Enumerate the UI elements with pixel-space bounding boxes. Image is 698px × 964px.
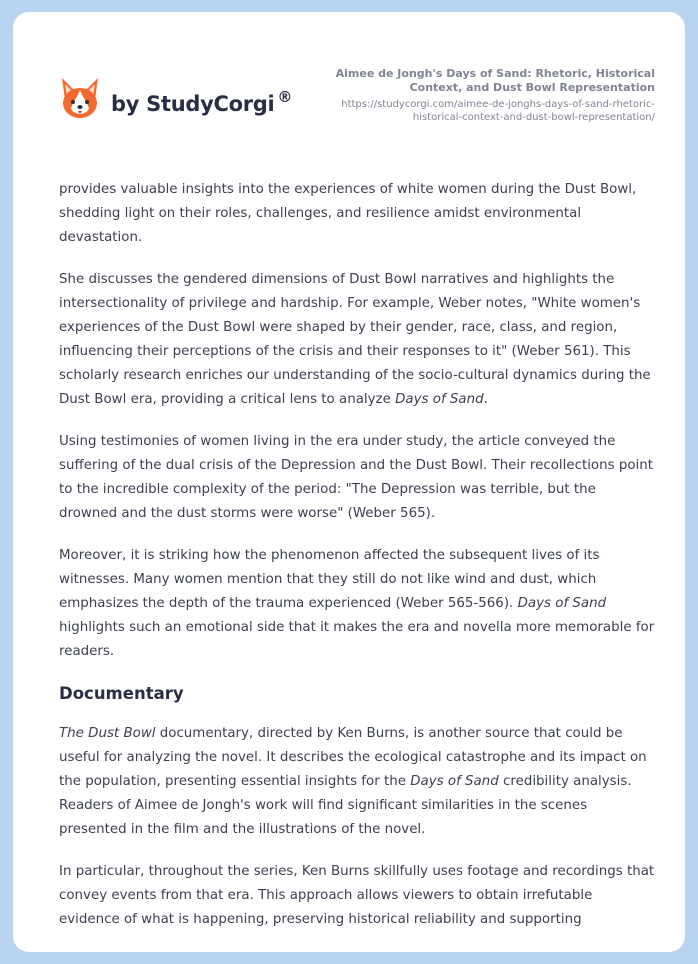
paragraph-text: Moreover, it is striking how the phenomenon affected the subsequent lives of its witnesses. Many women mention that they still do not like wind and dust, which emphasizes the depth of the trauma experienced (Weber 565-566). — [59, 548, 600, 611]
page-header — [13, 12, 685, 152]
book-title: Days of Sand — [410, 774, 499, 789]
section-heading: Documentary — [59, 684, 184, 703]
book-title: Days of Sand — [517, 596, 607, 611]
brand-text: by StudyCorgi — [111, 92, 275, 116]
paragraph-text: She discusses the gendered dimensions of Dust Bowl narratives and highlights the intersectionality of privilege and hardship. For example, Weber notes, "White women's experiences of the Dust Bowl were shaped by their gender, race, class, and region, influencing their perceptions of the crisis and their responses to it" (Weber 561). This scholarly research enriches our understanding of the socio-cultural dynamics during the Dust Bowl era, providing a critical lens to analyze — [59, 272, 651, 407]
film-title: The Dust Bowl — [59, 726, 156, 741]
paragraph: Using testimonies of women living in the era under study, the article conveyed the suffering of the dual crisis of the Depression and the Dust Bowl. Their recollections point to the incredible complexity of the period: "The Depression was terrible, but the drowned and the dust storms were worse" (Weber 565). — [59, 434, 653, 521]
paragraph — [59, 722, 657, 842]
paragraph-text: documentary, directed by Ken Burns, is another source that could be useful for analyzing the novel. It describes the ecological catastrophe and its impact on the population, presenting essential insights for the — [59, 726, 647, 789]
book-title: Days of Sand — [395, 392, 484, 407]
corgi-logo-icon — [59, 76, 101, 122]
paragraph: In particular, throughout the series, Ken Burns skillfully uses footage and recordings that convey events from that era. This approach allows viewers to obtain irrefutable evidence of what is happening, preserving historical reliability and supporting — [59, 864, 655, 927]
document-url[interactable]: https://studycorgi.com/aimee-de-jonghs-days-of-sand-rhetoric-historical-context-and-dust-bowl-representation/ — [341, 99, 655, 123]
brand-name — [111, 88, 292, 116]
paragraph — [59, 268, 657, 412]
article-body — [59, 178, 657, 950]
document-page — [13, 12, 685, 952]
brand-logo[interactable] — [59, 76, 292, 122]
document-meta — [325, 67, 655, 124]
paragraph-text: highlights such an emotional side that it makes the era and novella more memorable for readers. — [59, 620, 655, 659]
paragraph: provides valuable insights into the experiences of white women during the Dust Bowl, shedding light on their roles, challenges, and resilience amidst environmental devastation. — [59, 182, 637, 245]
paragraph-text: credibility analysis. Readers of Aimee de Jongh's work will find significant similarities in the scenes presented in the film and the illustrations of the novel. — [59, 774, 632, 837]
registered-mark: ® — [277, 88, 293, 106]
paragraph-text: . — [483, 392, 488, 407]
paragraph — [59, 544, 657, 664]
document-title: Aimee de Jongh's Days of Sand: Rhetoric, Historical Context, and Dust Bowl Representation — [335, 67, 655, 94]
